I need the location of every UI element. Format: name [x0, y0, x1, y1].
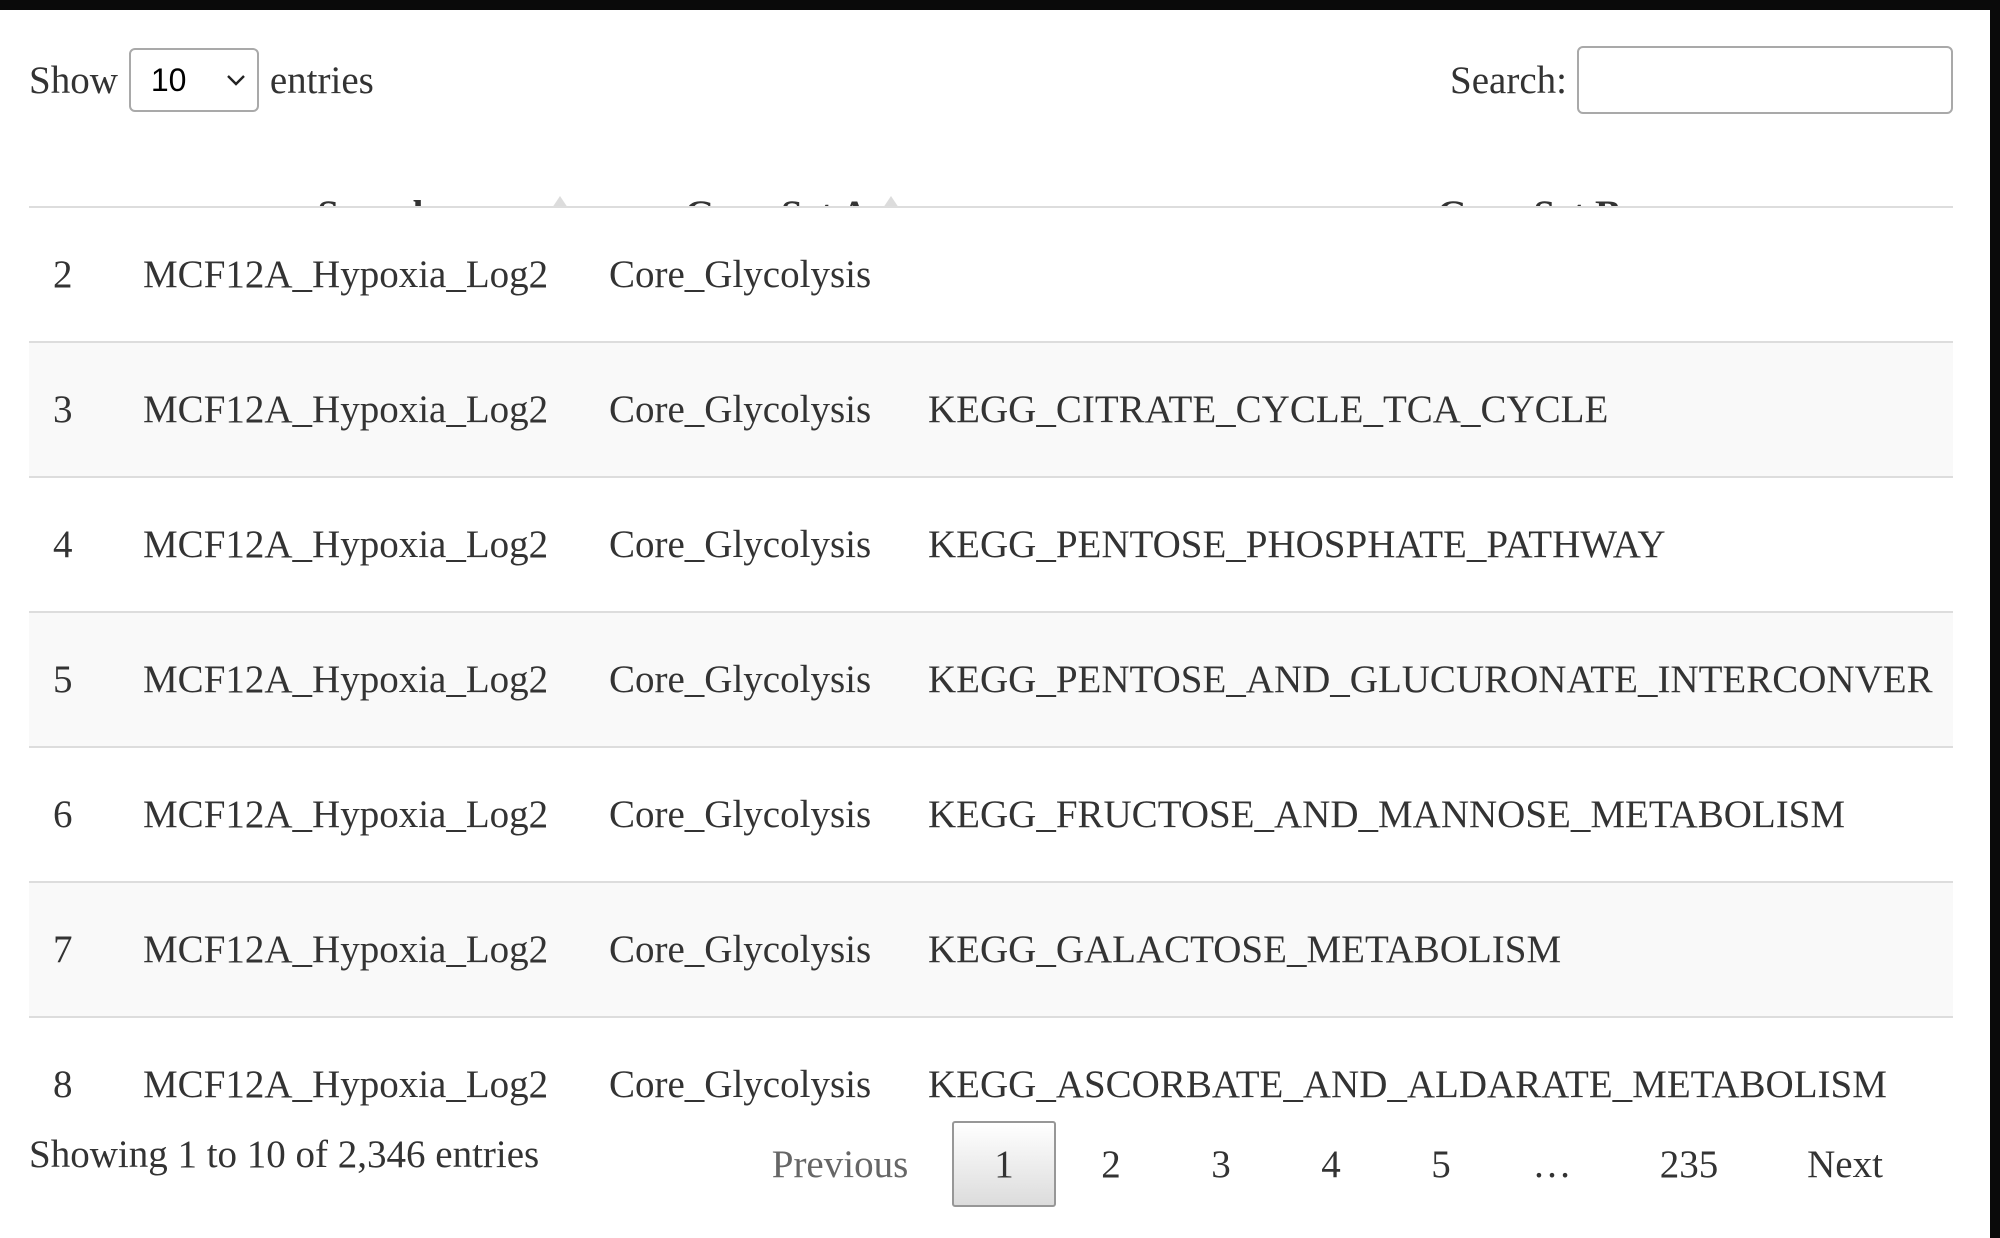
cell-gene-set-b: KEGG_CITRATE_CYCLE_TCA_CYCLE — [928, 388, 1609, 431]
table-rows — [29, 206, 1953, 1151]
cell-sample: MCF12A_Hypoxia_Log2 — [143, 253, 549, 296]
cell-gene-set-b: KEGG_ASCORBATE_AND_ALDARATE_METABOLISM — [928, 1063, 1887, 1106]
table-info: Showing 1 to 10 of 2,346 entries — [29, 1133, 540, 1176]
table-row — [29, 476, 1953, 611]
cell-gene-set-a: Core_Glycolysis — [609, 793, 872, 836]
page-button-235[interactable]: 235 — [1659, 1142, 1719, 1186]
table-row — [29, 341, 1953, 476]
length-control — [29, 46, 374, 114]
search-control — [1450, 46, 1953, 114]
page-button-3[interactable]: 3 — [1211, 1142, 1231, 1186]
chevron-down-icon — [225, 69, 247, 91]
cell-gene-set-a: Core_Glycolysis — [609, 928, 872, 971]
row-index: 7 — [53, 928, 73, 971]
table-row — [29, 746, 1953, 881]
cell-gene-set-b: KEGG_GALACTOSE_METABOLISM — [928, 928, 1562, 971]
row-index: 5 — [53, 658, 73, 701]
entries-per-page-select[interactable] — [129, 48, 259, 112]
page-button-4[interactable]: 4 — [1321, 1142, 1341, 1186]
page-button-2[interactable]: 2 — [1101, 1142, 1121, 1186]
cell-gene-set-b: KEGG_PENTOSE_PHOSPHATE_PATHWAY — [928, 523, 1666, 566]
cell-sample: MCF12A_Hypoxia_Log2 — [143, 658, 549, 701]
cell-sample: MCF12A_Hypoxia_Log2 — [143, 928, 549, 971]
pagination-spacer — [920, 1121, 952, 1207]
cell-sample: MCF12A_Hypoxia_Log2 — [143, 523, 549, 566]
length-prefix: Show — [29, 58, 118, 102]
table-row — [29, 206, 1953, 341]
page-button-1[interactable]: 1 — [952, 1121, 1056, 1207]
cell-gene-set-a: Core_Glycolysis — [609, 253, 872, 296]
pagination — [760, 1118, 1920, 1210]
cell-gene-set-b: KEGG_PENTOSE_AND_GLUCURONATE_INTERCONVER — [928, 658, 1933, 701]
pagination-ellipsis: … — [1532, 1142, 1572, 1186]
previous-page-button[interactable]: Previous — [771, 1142, 909, 1186]
row-index: 6 — [53, 793, 73, 836]
row-index: 2 — [53, 253, 73, 296]
entries-per-page-value: 10 — [150, 61, 187, 98]
cell-sample: MCF12A_Hypoxia_Log2 — [143, 388, 549, 431]
cell-gene-set-b: KEGG_FRUCTOSE_AND_MANNOSE_METABOLISM — [928, 793, 1846, 836]
window-top-border — [0, 0, 2000, 10]
row-index: 3 — [53, 388, 73, 431]
row-index: 8 — [53, 1063, 73, 1106]
table-scroll-body[interactable] — [29, 253, 1953, 1106]
length-suffix: entries — [269, 58, 374, 102]
cell-gene-set-a: Core_Glycolysis — [609, 658, 872, 701]
cell-sample: MCF12A_Hypoxia_Log2 — [143, 1063, 549, 1106]
next-page-button[interactable]: Next — [1807, 1142, 1883, 1186]
data-table — [29, 140, 1953, 1104]
row-index: 4 — [53, 523, 73, 566]
search-label: Search: — [1450, 58, 1567, 102]
search-input[interactable] — [1577, 46, 1953, 114]
window-right-border — [1990, 0, 2000, 1238]
page-button-5[interactable]: 5 — [1431, 1142, 1451, 1186]
cell-gene-set-a: Core_Glycolysis — [609, 1063, 872, 1106]
table-row — [29, 611, 1953, 746]
cell-gene-set-a: Core_Glycolysis — [609, 388, 872, 431]
cell-gene-set-a: Core_Glycolysis — [609, 523, 872, 566]
table-row — [29, 881, 1953, 1016]
cell-sample: MCF12A_Hypoxia_Log2 — [143, 793, 549, 836]
